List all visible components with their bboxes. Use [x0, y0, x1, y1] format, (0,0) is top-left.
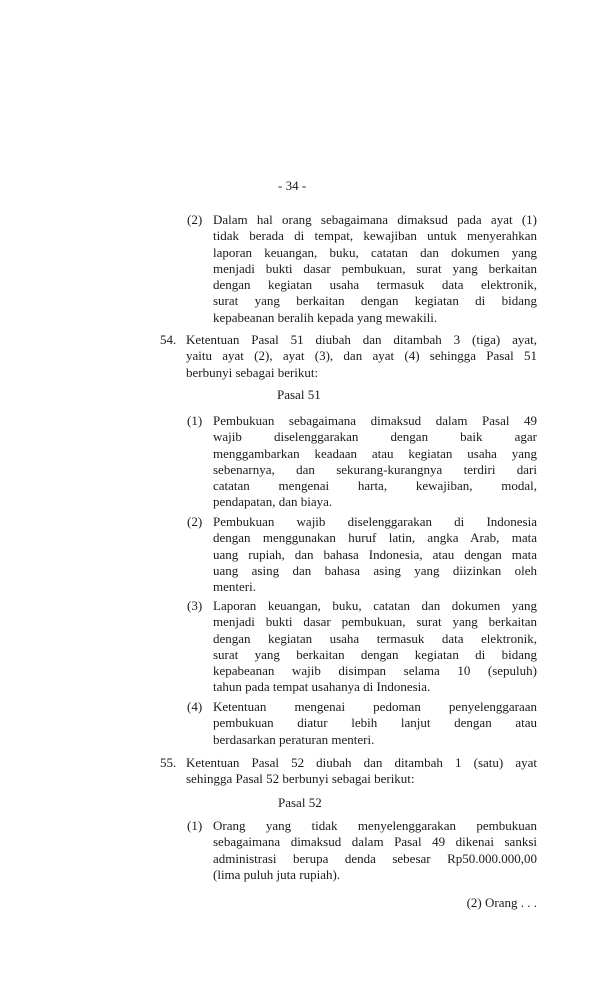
text-line: administrasi berupa denda sebesar Rp50.000.000,00	[213, 850, 537, 866]
text-line: kepabeanan beralih kepada yang mewakili.	[213, 309, 438, 325]
text-line: sebenarnya, dan sekurang-kurangnya terdiri dari	[213, 461, 537, 477]
item-number: 55.	[160, 755, 177, 770]
text-line: pendapatan, dan biaya.	[213, 494, 333, 510]
text-line: tidak berada di tempat, kewajiban untuk menyerahkan	[213, 228, 537, 244]
paragraph-text	[186, 332, 537, 381]
ayat-number: (2)	[187, 514, 203, 529]
paragraph-text	[186, 755, 537, 788]
text-line: uang asing dan bahasa asing yang diizinkan oleh	[213, 562, 537, 578]
pasal-heading: Pasal 52	[278, 795, 322, 810]
text-line: dengan kegiatan usaha termasuk data elektronik,	[213, 277, 537, 293]
text-line: berdasarkan peraturan menteri.	[213, 731, 375, 747]
text-line: Ketentuan Pasal 52 diubah dan ditambah 1 (satu) ayat	[186, 755, 537, 770]
paragraph-text	[213, 598, 537, 696]
text-line: menjadi bukti dasar pembukuan, surat yang berkaitan	[213, 260, 537, 276]
paragraph-text	[213, 212, 537, 326]
text-line: Pembukuan sebagaimana dimaksud dalam Pasal 49	[213, 413, 537, 428]
text-line: Pembukuan wajib diselenggarakan di Indonesia	[213, 514, 537, 529]
text-line: Laporan keuangan, buku, catatan dan dokumen yang	[213, 598, 537, 613]
paragraph-text	[213, 413, 537, 511]
text-line: surat yang berkaitan dengan kegiatan di bidang	[213, 646, 537, 662]
continuation-catchword: (2) Orang . . .	[466, 895, 537, 910]
paragraph-text	[213, 699, 537, 748]
text-line: Orang yang tidak menyelenggarakan pembukuan	[213, 818, 537, 833]
text-line: tahun pada tempat usahanya di Indonesia.	[213, 679, 431, 695]
text-line: dengan menggunakan huruf latin, angka Arab, mata	[213, 530, 537, 546]
text-line: menggambarkan keadaan atau kegiatan usaha yang	[213, 445, 537, 461]
text-line: laporan keuangan, buku, catatan dan dokumen yang	[213, 244, 537, 260]
text-line: Ketentuan Pasal 51 diubah dan ditambah 3 (tiga) ayat,	[186, 332, 537, 347]
text-line: wajib diselenggarakan dengan baik agar	[213, 429, 537, 445]
ayat-number: (1)	[187, 413, 203, 428]
text-line: Dalam hal orang sebagaimana dimaksud pada ayat (1)	[213, 212, 537, 227]
text-line: kepabeanan wajib disimpan selama 10 (sepuluh)	[213, 663, 537, 679]
pasal-heading: Pasal 51	[277, 387, 321, 402]
text-line: sebagaimana dimaksud dalam Pasal 49 dikenai sanksi	[213, 834, 537, 850]
ayat-number: (1)	[187, 818, 203, 833]
paragraph-text	[213, 514, 537, 595]
text-line: uang rupiah, dan bahasa Indonesia, atau dengan mata	[213, 546, 537, 562]
ayat-number: (3)	[187, 598, 203, 613]
ayat-number: (2)	[187, 212, 203, 227]
text-line: menteri.	[213, 579, 256, 595]
text-line: yaitu ayat (2), ayat (3), dan ayat (4) sehingga Pasal 51	[186, 348, 537, 364]
text-line: menjadi bukti dasar pembukuan, surat yang berkaitan	[213, 614, 537, 630]
text-line: catatan mengenai harta, kewajiban, modal,	[213, 478, 537, 494]
text-line: sehingga Pasal 52 berbunyi sebagai berikut:	[186, 771, 415, 787]
page-number: - 34 -	[278, 178, 307, 193]
text-line: surat yang berkaitan dengan kegiatan di bidang	[213, 293, 537, 309]
text-line: berbunyi sebagai berikut:	[186, 364, 319, 380]
paragraph-text	[213, 818, 537, 883]
text-line: pembukuan diatur lebih lanjut dengan atau	[213, 715, 537, 731]
text-line: dengan kegiatan usaha termasuk data elektronik,	[213, 630, 537, 646]
text-line: (lima puluh juta rupiah).	[213, 866, 341, 882]
ayat-number: (4)	[187, 699, 203, 714]
text-line: Ketentuan mengenai pedoman penyelenggaraan	[213, 699, 537, 714]
item-number: 54.	[160, 332, 177, 347]
